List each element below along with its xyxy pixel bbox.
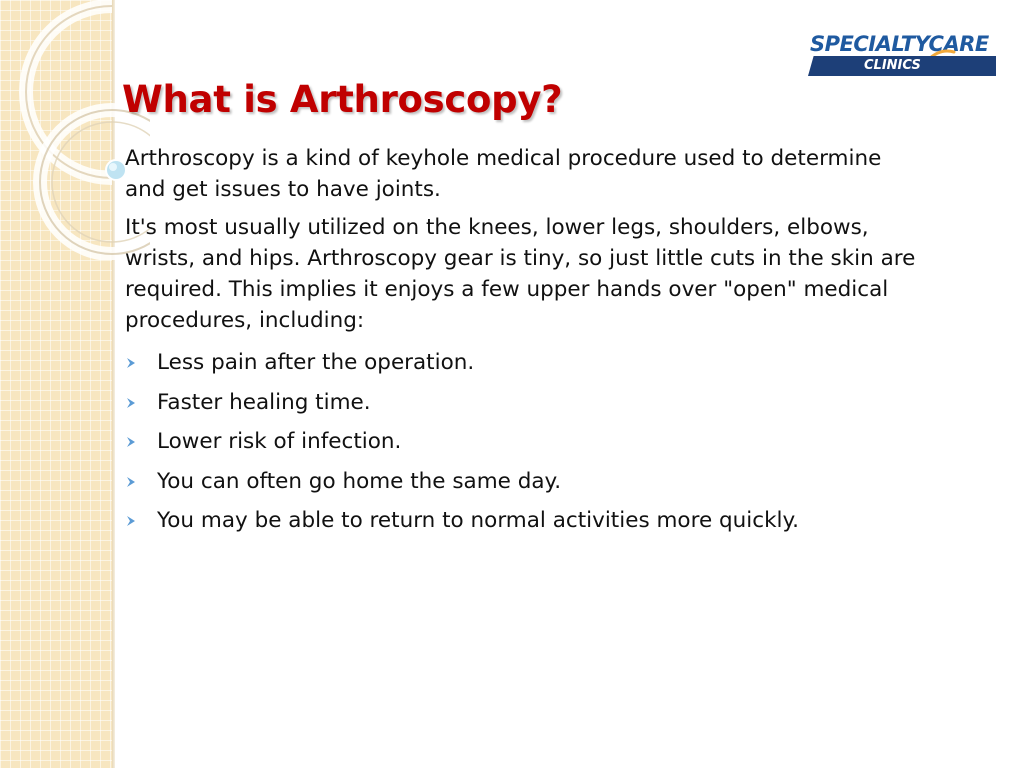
paragraph-details: It's most usually utilized on the knees, lower legs, shoulders, elbows, wrists, and hips. Arthroscopy gear is tiny, so just little cuts in the skin are required. This implies it enjoys a few upper hands over "open" medical procedures, including: — [125, 215, 916, 333]
arrow-bullet-icon — [125, 515, 137, 527]
logo-text-clinics: CLINICS — [864, 58, 921, 73]
list-item — [125, 501, 925, 541]
list-item-text: Less pain after the operation. — [157, 350, 475, 375]
list-item-text: You may be able to return to normal activities more quickly. — [157, 508, 799, 533]
arrow-bullet-icon — [125, 357, 137, 369]
list-item — [125, 343, 925, 383]
list-item-text: Lower risk of infection. — [157, 429, 402, 454]
arrow-bullet-icon — [125, 436, 137, 448]
slide-title: What is Arthroscopy? — [122, 78, 563, 121]
logo-text-specialty: SPECIALTY — [810, 32, 929, 56]
list-item-text: Faster healing time. — [157, 389, 371, 415]
arrow-bullet-icon — [125, 476, 137, 488]
list-item — [125, 462, 925, 502]
list-item-text: You can often go home the same day. — [157, 468, 562, 494]
logo-wordmark — [810, 30, 989, 58]
arrow-bullet-icon — [125, 397, 137, 409]
paragraph-intro: Arthroscopy is a kind of keyhole medical procedure used to determine and get issues to have joints. — [125, 146, 882, 202]
list-item — [125, 422, 925, 462]
slide-body — [125, 143, 925, 541]
specialty-care-clinics-logo — [808, 30, 996, 78]
benefits-list — [125, 343, 925, 541]
list-item — [125, 383, 925, 423]
logo-text-care: CARE — [928, 32, 989, 56]
